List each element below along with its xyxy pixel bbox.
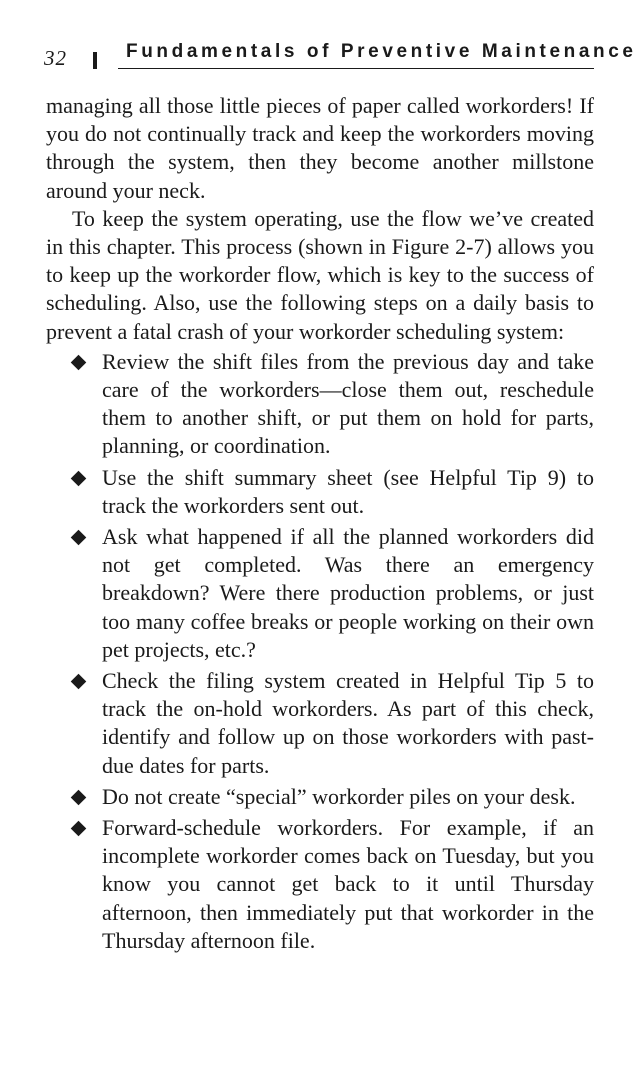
header-bar-divider xyxy=(93,52,97,69)
paragraph-steps-intro: To keep the system operating, use the flow we’ve created in this chapter. This process (shown in Figure 2-7) allows you to keep up the workorder flow, which is key to the success of scheduling. Also, use the following steps on a daily basis to prevent a fatal crash of your workorder scheduling system: xyxy=(46,205,594,344)
list-item-text: Check the filing system created in Helpful Tip 5 to track the on-hold workorders. As part of this check, identify and follow up on those workorders with past-due dates for parts. xyxy=(102,668,594,778)
list-item xyxy=(46,464,594,520)
list-item-text: Use the shift summary sheet (see Helpful Tip 9) to track the workorders sent out. xyxy=(102,464,594,518)
header-rule xyxy=(118,68,594,69)
diamond-bullet-icon xyxy=(71,790,87,806)
diamond-bullet-icon xyxy=(71,530,87,546)
diamond-bullet-icon xyxy=(71,355,87,371)
list-item xyxy=(46,348,594,461)
steps-list xyxy=(46,348,594,955)
list-item xyxy=(46,523,594,664)
body-text xyxy=(46,92,594,958)
paragraph-continued: managing all those little pieces of paper called workorders! If you do not continually track and keep the workorders moving through the system, then they become another millstone around your neck. xyxy=(46,93,594,203)
list-item xyxy=(46,814,594,955)
list-item-text: Forward-schedule workorders. For example, if an incomplete workorder comes back on Tuesday, but you know you cannot get back to it until Thursday afternoon, then immediately put that workorder in the Thursday afternoon file. xyxy=(102,815,594,953)
diamond-bullet-icon xyxy=(71,470,87,486)
running-header xyxy=(44,38,637,72)
list-item-text: Do not create “special” workorder piles on your desk. xyxy=(102,783,576,809)
list-item xyxy=(46,783,594,811)
diamond-bullet-icon xyxy=(71,674,87,690)
page-number: 32 xyxy=(44,46,67,70)
list-item xyxy=(46,667,594,780)
list-item-text: Review the shift files from the previous day and take care of the workorders—close them out, reschedule them to another shift, or put them on hold for parts, planning, or coordination. xyxy=(102,348,594,459)
running-title: Fundamentals of Preventive Maintenance xyxy=(126,41,637,62)
list-item-text: Ask what happened if all the planned workorders did not get completed. Was there an emergency breakdown? Were there production problems, or just too many coffee breaks or people working on their own pet projects, etc.? xyxy=(102,524,594,662)
diamond-bullet-icon xyxy=(71,821,87,837)
